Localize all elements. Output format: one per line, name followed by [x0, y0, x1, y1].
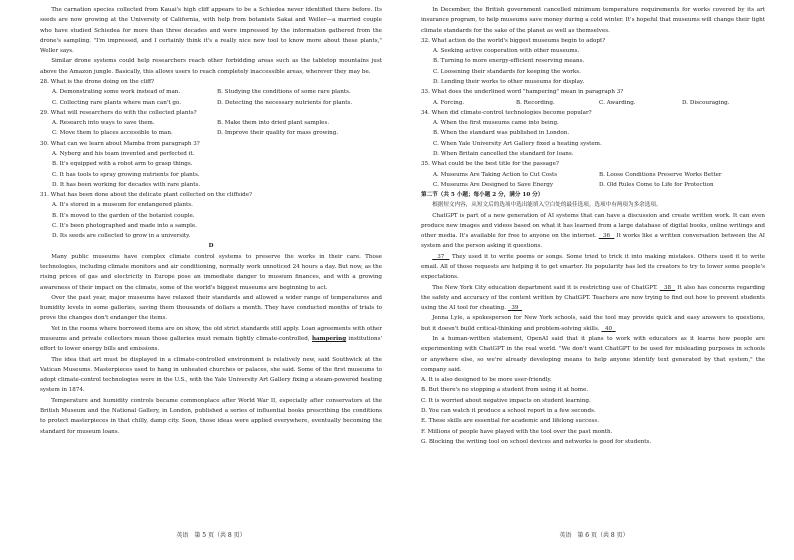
option-d: D. It has been working for decades with rare plants.: [52, 181, 201, 188]
cloze-paragraph-5: In a human-written statement, OpenAI said that it plans to work with educators as it learns how people are experimenting with ChatGPT in the real world. "We don't want ChatGPT to be used for misleading purposes in schools or anywhere else, so we're already developing means to help anyone identify text generated by that system," the company said.: [421, 336, 765, 373]
right-page: [421, 5, 765, 447]
section-2-instructions: 根据短文内容，从短文后的选项中选出能填入空白处的最佳选项。选项中有两项为多余选项。: [432, 202, 662, 209]
cloze-option-e: E. These skills are essential for academic and lifelong success.: [421, 418, 600, 425]
option-a: A. Demonstrating some work instead of man.: [52, 89, 181, 96]
question-29-options: [52, 118, 382, 128]
cloze-option-g: G. Blocking the writing tool on school devices and networks is good for students.: [421, 438, 652, 445]
left-page: [40, 5, 382, 437]
question-28-options: [52, 87, 382, 97]
cloze-paragraph-2: [421, 252, 765, 283]
blank-39: [508, 305, 522, 311]
text: It works like a written conversation between the AI system and the person asking it questions.: [421, 233, 765, 250]
text: Yet in the rooms where borrowed items are on show, the old strict standards still apply. Loan agreements with other museums and private collectors mean those galleries must remain tightly climate-controlled,: [40, 325, 382, 342]
option-a: A. Forcing.: [433, 99, 465, 106]
option-b: B. Studying the conditions of some rare plants.: [217, 89, 351, 96]
passage-d-paragraph-1: Many public museums have complex climate control systems to preserve the works in their care. Those technologies, including climate monitors and air conditioning, normally work unnoticed 24 hours a day. But now, as the rising prices of gas and electricity in Europe pose an immediate danger to museum finances, and with a growing awareness of their impact on the climate, some of the world's biggest museums are beginning to act.: [40, 253, 382, 291]
option-d: D. Lending their works to other museums for display.: [433, 78, 585, 85]
question-35-options: [433, 170, 765, 180]
option-a: A. Museums Are Taking Action to Cut Costs: [433, 171, 558, 178]
question-32: 32. What action do the world's biggest museums begin to adopt?: [421, 37, 606, 44]
option-a: A. When the first museums came into being.: [433, 120, 559, 127]
question-33-options: [433, 98, 765, 108]
text: ChatGPT is part of a new generation of AI systems that can have a discussion and create written work. It can even produce new images and videos based on what it has learned from a large database of digital books, online writings and other media. It's available for free to anyone on the internet.: [421, 212, 765, 240]
option-a: A. Nyberg and his team invented and perfected it.: [52, 150, 195, 157]
page-footer-left: 英语 第 5 页（共 8 页）: [176, 532, 246, 539]
text: Jenna Lyle, a spokesperson for New York schools, said the tool may provide quick and easy answers to questions, but it doesn't build critical-thinking and problem-solving skills.: [421, 315, 765, 332]
option-c: C. It has tools to spray growing nutrients for plants.: [52, 171, 200, 178]
blank-37: [432, 254, 449, 260]
question-31: 31. What has been done about the delicate plant collected on the cliffside?: [40, 192, 253, 199]
blank-number: 40: [604, 325, 613, 332]
question-29-options: [52, 128, 382, 138]
question-34: 34. When did climate-control technologies become popular?: [421, 109, 592, 116]
passage-d-paragraph-6: In December, the British government cancelled minimum temperature requirements for works covered by its art insurance program, to help museums save money during a cold winter. It's hopeful that museums will change their tight climate standards for the sake of the planet as well as themselves.: [421, 7, 765, 34]
option-b: B. When the standard was published in London.: [433, 130, 570, 137]
section-2-title: 第二节（共 5 小题；每小题 2 分，满分 10 分）: [421, 192, 544, 199]
blank-number: 39: [511, 305, 519, 312]
passage-d-heading: D: [208, 243, 214, 250]
option-b: B. Make them into dried plant samples.: [217, 120, 330, 127]
option-c: C. Loosening their standards for keeping the works.: [433, 68, 581, 75]
option-c: C. When Yale University Art Gallery fixed a heating system.: [433, 140, 602, 147]
question-30: 30. What can we learn about Mamba from paragraph 3?: [40, 140, 200, 147]
cloze-option-f: F. Millions of people have played with the tool over the past month.: [421, 428, 613, 435]
question-35-options: [433, 180, 765, 190]
option-b: B. Turning to more energy-efficient reserving means.: [433, 58, 585, 65]
passage-d-paragraph-3: [40, 324, 382, 355]
question-33: 33. What does the underlined word "hampering" mean in paragraph 3?: [421, 89, 624, 96]
option-a: A. It's stored in a museum for endangered plants.: [52, 202, 193, 209]
cloze-paragraph-1: [421, 211, 765, 252]
blank-number: 38: [663, 284, 672, 291]
option-b: B. It's moved to the garden of the botanist couple.: [52, 212, 195, 219]
question-35: 35. What could be the best title for the passage?: [421, 161, 559, 168]
passage-d-paragraph-2: Over the past year, major museums have relaxed their standards and allowed a wider range of temperatures and humidity levels in some galleries, saving them thousands of dollars a month. They have conducted months of trials to prove the changes don't endanger the items.: [40, 294, 382, 322]
option-b: B. Recording.: [516, 99, 555, 106]
text: The New York City education department said it is restricting use of ChatGPT.: [432, 284, 660, 291]
option-d: D. When Britain cancelled the standard for loans.: [433, 150, 574, 157]
cloze-option-a: A. It is also designed to be more user-friendly.: [421, 377, 552, 384]
option-b: B. Loose Conditions Preserve Works Better: [599, 171, 722, 178]
passage-d-paragraph-4: The idea that art must be displayed in a climate-controlled environment is relatively new, said Southwick at the Vatican Museums. Masterpieces used to hang in unheated churches or palaces, she said. Some of the first museums to adopt climate-control technologies were in the U.S., with the Yale University Art Gallery fixing a steam-powered heating system in 1874.: [40, 356, 382, 394]
option-d: D. Improve their quality for mass growing.: [217, 130, 339, 137]
option-a: A. Seeking active cooperation with other museums.: [433, 48, 580, 55]
option-c: C. Museums Are Designed to Save Energy: [433, 181, 554, 188]
option-b: B. It's equipped with a robot arm to grasp things.: [52, 161, 193, 168]
question-28-options: [52, 98, 382, 108]
blank-number: 36: [602, 233, 611, 240]
question-29: 29. What will researchers do with the collected plants?: [40, 109, 197, 116]
option-c: C. Collecting rare plants where man can't go.: [52, 99, 182, 106]
option-d: D. Its seeds are collected to grow in a university.: [52, 233, 191, 240]
blank-38: [660, 285, 675, 291]
option-c: C. Awarding.: [599, 99, 636, 106]
option-d: D. Old Rules Come to Life for Protection: [599, 181, 714, 188]
underlined-word-hampering: hampering: [311, 336, 347, 342]
passage-d-paragraph-5: Temperature and humidity controls became commonplace after World War II, especially after conservators at the British Museum and the National Gallery, in London, published a series of influential books prescribing the conditions to protect masterpieces in that chilly, damp city. Soon, those ideas were applied everywhere, eventually becoming the standard for museum loans.: [40, 397, 382, 435]
blank-36: [599, 233, 615, 239]
cloze-option-b: B. But there's no stopping a student from using it at home.: [421, 387, 589, 394]
text: They used it to write poems or songs. Some tried to trick it into making mistakes. Others used it to write email. All of those requests are helping it to get smarter. Its popularity has led its creators to try to lower some people's expectations.: [421, 253, 766, 281]
cloze-paragraph-4: [421, 313, 765, 334]
option-d: D. Detecting the necessary nutrients for plants.: [217, 99, 353, 106]
option-a: A. Research into ways to save them.: [52, 120, 155, 127]
blank-40: [601, 326, 615, 332]
passage-c-paragraph-5: Similar drone systems could help researchers reach other forbidding areas such as the tabletop mountains just above the Amazon jungle. Basically, this allows users to reach completely inaccessible areas, wherever they may be.: [40, 58, 382, 75]
passage-c-paragraph-4: The carnation species collected from Kauai's high cliff appears to be a Schiedea never identified there before. Its seeds are now growing at the University of California, with help from botanists Sakai and Weller—a married couple who have studied Schiedea for more than three decades and were impressed by the information gathered from the drone's sampling. "I'm impressed, and I certainly think it's a really nice new tool to know more about these plants," Weller says.: [40, 7, 382, 55]
cloze-option-d: D. You can watch it produce a school report in a few seconds.: [421, 407, 596, 414]
text: institutions' effort to lower energy bills and emissions.: [40, 336, 382, 353]
question-28: 28. What is the drone doing on the cliff?: [40, 78, 155, 85]
page-footer-right: 英语 第 6 页（共 8 页）: [559, 532, 629, 539]
option-c: C. It's been photographed and made into a sample.: [52, 222, 197, 229]
text: It also has concerns regarding the safety and accuracy of the content written by ChatGPT. Teachers are now trying to find out how to prevent students using the AI tool for cheating.: [421, 284, 765, 312]
cloze-option-c: C. It is worried about negative impacts on student learning.: [421, 397, 591, 404]
cloze-paragraph-3: [421, 283, 765, 314]
blank-number: 37: [437, 253, 445, 260]
option-c: C. Move them to places accessible to man.: [52, 130, 173, 137]
option-d: D. Discouraging.: [682, 99, 730, 106]
